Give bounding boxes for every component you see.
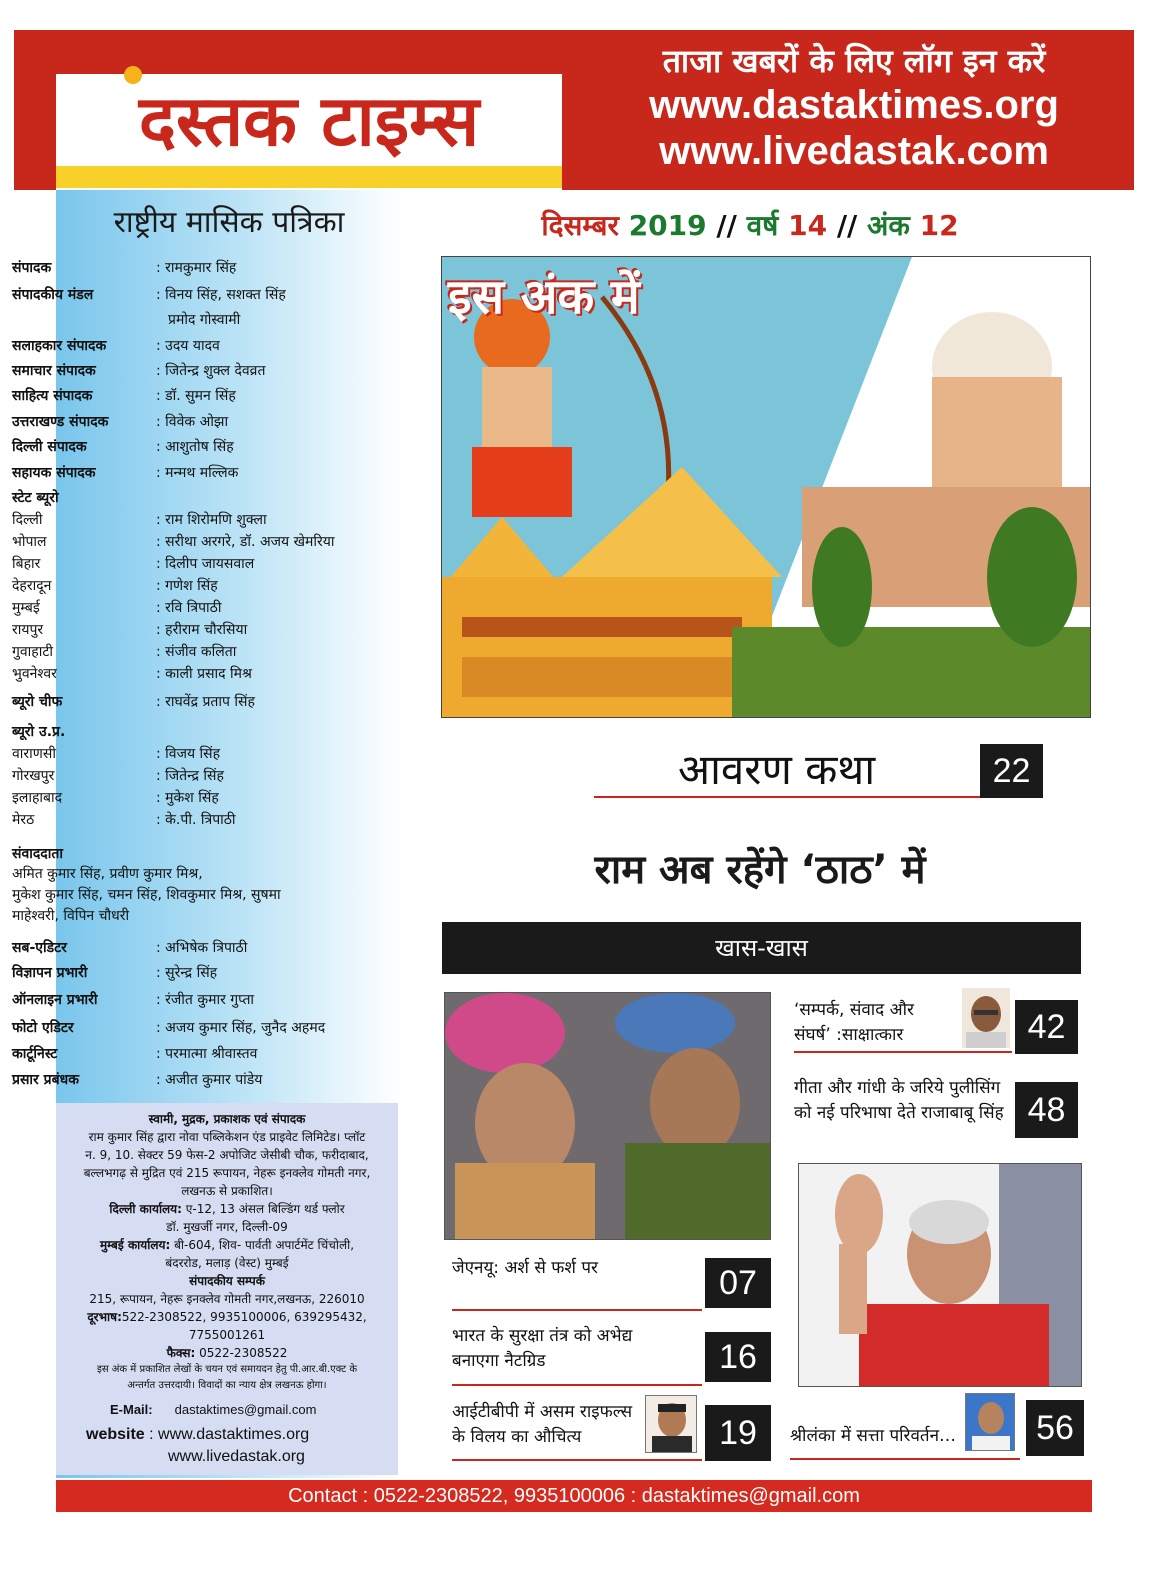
correspondents-heading: संवाददाता xyxy=(12,846,63,862)
item-48-page[interactable]: 48 xyxy=(1015,1082,1078,1138)
email-link[interactable]: dastaktimes@gmail.com xyxy=(174,1402,317,1417)
imprint-line: डॉ. मुखर्जी नगर, दिल्ली-09 xyxy=(166,1220,288,1234)
state-bureau-heading: स्टेट ब्यूरो xyxy=(12,490,59,506)
phone-line: दूरभाष:522-2308522, 9935100006, 639295432, xyxy=(87,1310,367,1324)
item-07-underline xyxy=(452,1309,702,1311)
item-42-underline xyxy=(794,1051,1012,1053)
website-row: website : www.dastaktimes.org www.livedastak.org xyxy=(86,1424,309,1468)
cover-story-label: आवरण कथा xyxy=(678,745,876,794)
issue-info: दिसम्बर 2019 // वर्ष 14 // अंक 12 xyxy=(541,209,959,242)
correspondents-line: माहेश्वरी, विपिन चौधरी xyxy=(12,908,130,924)
srilanka-photo[interactable] xyxy=(798,1163,1082,1387)
imprint-line: न. 9, 10. सेक्टर 59 फेस-2 अपोजिट जेसीबी चौक, फरीदाबाद, xyxy=(85,1148,369,1162)
logo xyxy=(56,74,562,192)
imprint-line: लखनऊ से प्रकाशित। xyxy=(181,1184,273,1198)
fax-line: फैक्स: 0522-2308522 xyxy=(166,1346,288,1360)
correspondents-line: अमित कुमार सिंह, प्रवीण कुमार मिश्र, xyxy=(12,866,203,882)
correspondents-list xyxy=(12,864,342,927)
imprint-line: बंदररोड, मलाड़ (वेस्ट) मुम्बई xyxy=(165,1256,289,1270)
portrait-icon xyxy=(646,1396,697,1453)
magazine-type: राष्ट्रीय मासिक पत्रिका xyxy=(113,205,345,240)
item-07-page[interactable]: 07 xyxy=(705,1258,771,1308)
footer-contact: Contact : 0522-2308522, 9935100006 : dastaktimes@gmail.com xyxy=(56,1480,1092,1512)
cover-page-number[interactable]: 22 xyxy=(980,744,1043,798)
header-url-1[interactable]: www.dastaktimes.org xyxy=(649,83,1059,127)
jnu-photo-art xyxy=(445,993,771,1240)
item-48-title[interactable]: गीता और गांधी के जरिये पुलीसिंग को नई परिभाषा देते राजाबाबू सिंह xyxy=(794,1078,1004,1123)
header-url-2[interactable]: www.livedastak.com xyxy=(659,129,1049,173)
imprint-line: 215, रूपायन, नेहरू इनक्लेव गोमती नगर,लखनऊ, 226010 xyxy=(89,1292,365,1306)
item-42-thumbnail xyxy=(962,988,1010,1048)
item-19-title[interactable]: आईटीबीपी में असम राइफल्स के विलय का औचित्य xyxy=(452,1402,633,1447)
cover-story-section[interactable] xyxy=(594,740,990,798)
imprint-block xyxy=(60,1110,394,1394)
logo-band xyxy=(56,166,562,188)
item-19-underline xyxy=(452,1459,702,1461)
cover-headline[interactable]: राम अब रहेंगे ‘ठाठ’ में xyxy=(594,847,926,893)
item-56-underline xyxy=(790,1458,1020,1460)
cover-image[interactable] xyxy=(441,256,1091,718)
correspondents-line: मुकेश कुमार सिंह, चमन सिंह, शिवकुमार मिश्र, सुषमा xyxy=(12,887,281,903)
item-56-page[interactable]: 56 xyxy=(1026,1400,1084,1456)
portrait-icon xyxy=(966,1394,1015,1451)
masthead xyxy=(14,30,1134,190)
jnu-photo[interactable] xyxy=(444,992,771,1240)
imprint-note: इस अंक में प्रकाशित लेखों के चयन एवं समायदन हेतु पी.आर.बी.एक्ट के xyxy=(96,1364,358,1375)
email-row: E-Mail: dastaktimes@gmail.com xyxy=(110,1402,317,1417)
imprint-line: राम कुमार सिंह द्वारा नोवा पब्लिकेशन एंड प्राइवेट लिमिटेड। प्लॉट xyxy=(88,1130,366,1144)
item-07-title[interactable]: जेएनयू: अर्श से फर्श पर xyxy=(452,1258,598,1278)
header-links xyxy=(584,40,1124,174)
imprint-line: बल्लभगढ़ से मुद्रित एवं 215 रूपायन, नेहरू इनक्लेव गोमती नगर, xyxy=(83,1166,371,1180)
imprint-line: 7755001261 xyxy=(188,1328,266,1342)
imprint-note: अन्तर्गत उत्तरदायी। विवादों का न्याय क्षेत्र लखनऊ होगा। xyxy=(127,1380,327,1391)
item-19-thumbnail xyxy=(645,1395,697,1453)
contact-heading: संपादकीय सम्पर्क xyxy=(189,1274,265,1288)
portrait-icon xyxy=(962,988,1010,1048)
cover-label: इस अंक में xyxy=(448,269,640,325)
item-56-thumbnail xyxy=(965,1393,1015,1451)
item-16-page[interactable]: 16 xyxy=(705,1332,771,1382)
item-42-title[interactable]: ‘सम्पर्क, संवाद और संघर्ष’ :साक्षात्कार xyxy=(794,1000,914,1045)
mumbai-office: मुम्बई कार्यालय: बी-604, शिव- पार्वती अपार्टमेंट चिंचोली, xyxy=(99,1238,355,1252)
website-link-2[interactable]: www.livedastak.org xyxy=(168,1448,305,1465)
imprint-heading: स्वामी, मुद्रक, प्रकाशक एवं संपादक xyxy=(148,1112,306,1126)
delhi-office: दिल्ली कार्यालय: ए-12, 13 अंसल बिल्डिंग थर्ड फ्लोर xyxy=(109,1202,345,1216)
item-16-underline xyxy=(452,1384,702,1386)
header-tagline: ताजा खबरों के लिए लॉग इन करें xyxy=(662,42,1046,80)
item-42-page[interactable]: 42 xyxy=(1015,1000,1078,1054)
website-link-1[interactable]: : www.dastaktimes.org xyxy=(149,1426,310,1443)
khas-khas-banner: खास-खास xyxy=(442,922,1081,974)
srilanka-photo-art xyxy=(799,1164,1082,1387)
item-56-title[interactable]: श्रीलंका में सत्ता परिवर्तन… xyxy=(790,1426,957,1446)
item-16-title[interactable]: भारत के सुरक्षा तंत्र को अभेद्य बनाएगा नैटग्रिड xyxy=(452,1326,633,1371)
logo-text: दस्तक टाइम्स xyxy=(138,80,480,162)
bureau-up-heading: ब्यूरो उ.प्र. xyxy=(12,724,66,740)
item-19-page[interactable]: 19 xyxy=(705,1405,771,1461)
